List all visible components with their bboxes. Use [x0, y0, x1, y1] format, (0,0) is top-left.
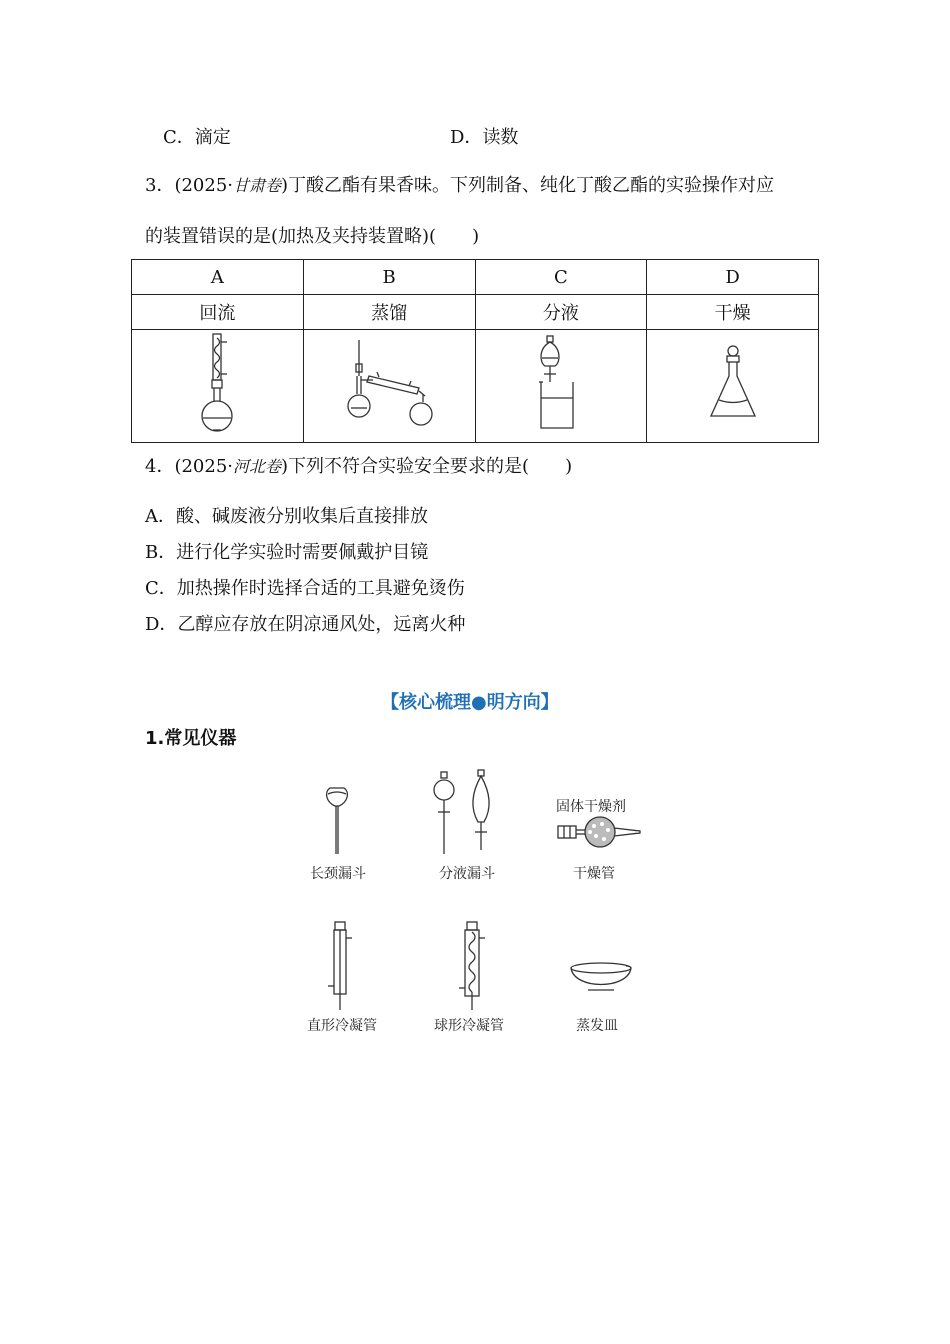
- q4-source-close: ): [281, 456, 289, 477]
- operation-a: 回流: [132, 295, 304, 330]
- evaporating-dish-label: 蒸发皿: [576, 1018, 618, 1034]
- straight-condenser-icon: [326, 920, 356, 1014]
- column-letter-c: C: [475, 260, 647, 295]
- q3-number: 3．: [145, 175, 175, 196]
- conical-flask-icon: [703, 344, 763, 424]
- q3-stem-text2: 的装置错误的是(加热及夹持装置略)( ): [145, 226, 480, 247]
- q2-option-c: [163, 127, 231, 149]
- table-picture-row: [132, 330, 819, 443]
- separatory-funnel-label: 分液漏斗: [439, 866, 495, 882]
- distillation-apparatus-icon: [339, 336, 439, 432]
- q4-number: 4．: [145, 456, 175, 477]
- section-title: 【核心梳理●明方向】: [381, 692, 559, 713]
- table-header-row: [132, 260, 819, 295]
- column-letter-b: B: [303, 260, 475, 295]
- q4-source: 河北卷: [233, 457, 282, 476]
- instruments-figure: [300, 760, 660, 1050]
- q2-option-c-text: 滴定: [194, 127, 231, 148]
- long-neck-funnel-label: 长颈漏斗: [310, 866, 366, 882]
- column-letter-a: A: [132, 260, 304, 295]
- q3-source: 甘肃卷: [233, 176, 282, 195]
- q3-stem-text1: 丁酸乙酯有果香味。下列制备、纯化丁酸乙酯的实验操作对应: [288, 175, 775, 196]
- q2-option-d: [450, 127, 518, 149]
- q4-option-d: [145, 614, 465, 636]
- q4-option-c-text: 加热操作时选择合适的工具避免烫伤: [176, 578, 465, 599]
- q4-option-a: [145, 506, 428, 528]
- q4-option-a-text: 酸、碱废液分别收集后直接排放: [176, 506, 428, 527]
- picture-cell-b: [303, 330, 475, 443]
- q4-option-c: [145, 578, 465, 600]
- long-neck-funnel-icon: [322, 784, 352, 858]
- q4-option-d-text: 乙醇应存放在阴凉通风处，远离火种: [177, 614, 466, 635]
- separatory-funnel-icon: [430, 768, 500, 860]
- q4-stem: [145, 456, 572, 478]
- operation-b: 蒸馏: [303, 295, 475, 330]
- drying-tube-icon: [556, 814, 646, 854]
- picture-cell-d: [647, 330, 819, 443]
- q4-option-b: [145, 542, 428, 564]
- q4-stem-text: 下列不符合实验安全要求的是( ): [288, 456, 573, 477]
- section-subhead: 1.常见仪器: [145, 728, 237, 749]
- q4-option-a-letter: A．: [145, 506, 176, 527]
- straight-condenser-label: 直形冷凝管: [307, 1018, 377, 1034]
- q3-source-close: ): [281, 175, 289, 196]
- q3-stem-line2: [145, 226, 479, 248]
- q4-option-d-letter: D．: [145, 614, 178, 635]
- q2-option-d-letter: D．: [450, 127, 483, 148]
- picture-cell-c: [475, 330, 647, 443]
- q4-option-b-text: 进行化学实验时需要佩戴护目镜: [176, 542, 429, 563]
- evaporating-dish-icon: [568, 960, 634, 998]
- q4-option-b-letter: B．: [145, 542, 177, 563]
- table-operation-row: [132, 295, 819, 330]
- bulb-condenser-icon: [458, 920, 488, 1014]
- picture-cell-a: [132, 330, 304, 443]
- operation-c: 分液: [475, 295, 647, 330]
- reflux-apparatus-icon: [187, 332, 247, 436]
- q2-option-c-letter: C．: [163, 127, 195, 148]
- q3-apparatus-table: [131, 259, 819, 443]
- operation-d: 干燥: [647, 295, 819, 330]
- q4-source-open: (2025·: [174, 456, 234, 477]
- column-letter-d: D: [647, 260, 819, 295]
- q2-option-d-text: 读数: [482, 127, 519, 148]
- q3-source-open: (2025·: [174, 175, 234, 196]
- drying-agent-label: 固体干燥剂: [556, 799, 626, 815]
- bulb-condenser-label: 球形冷凝管: [434, 1018, 504, 1034]
- q4-option-c-letter: C．: [145, 578, 177, 599]
- q3-stem-line1: [145, 175, 774, 197]
- drying-tube-label: 干燥管: [573, 866, 615, 882]
- separatory-funnel-apparatus-icon: [531, 334, 591, 434]
